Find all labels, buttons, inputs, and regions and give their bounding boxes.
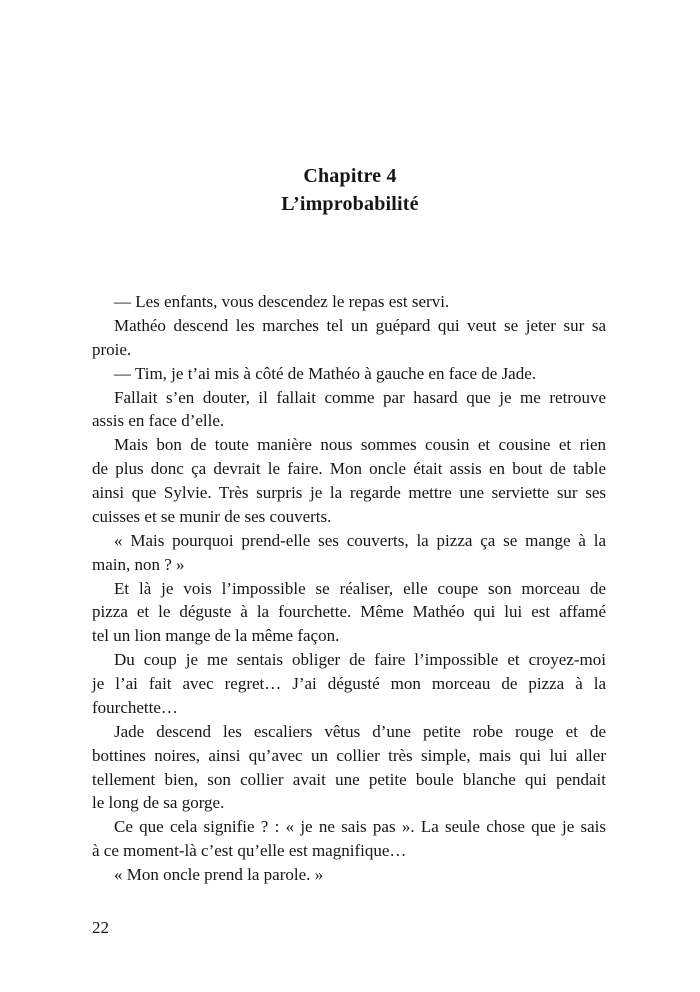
text-line: pizza et le déguste à la fourchette. Même Mathéo qui lui est affamé bbox=[92, 602, 606, 622]
text-line: Ce que cela signifie ? : « je ne sais pas ». La seule chose que je sais bbox=[114, 817, 606, 837]
text-line: fourchette… bbox=[92, 697, 178, 717]
text-line: Fallait s’en douter, il fallait comme par hasard que je me retrouve bbox=[114, 387, 606, 407]
text-line: Jade descend les escaliers vêtus d’une petite robe rouge et de bbox=[114, 721, 606, 741]
text-line: tellement bien, son collier avait une petite boule blanche qui pendait bbox=[92, 769, 606, 789]
page-number: 22 bbox=[92, 918, 109, 937]
paragraph bbox=[92, 433, 606, 529]
paragraph bbox=[92, 290, 606, 314]
text-line: le long de sa gorge. bbox=[92, 793, 225, 813]
text-line: de plus donc ça devrait le faire. Mon oncle était assis en bout de table bbox=[92, 459, 606, 479]
text-line: main, non ? » bbox=[92, 554, 185, 574]
text-line: je l’ai fait avec regret… J’ai dégusté mon morceau de pizza à la bbox=[92, 674, 606, 693]
text-line: Du coup je me sentais obliger de faire l’impossible et croyez-moi bbox=[114, 650, 606, 670]
paragraph bbox=[92, 720, 606, 816]
text-line: tel un lion mange de la même façon. bbox=[92, 626, 340, 646]
text-line: — Les enfants, vous descendez le repas est servi. bbox=[114, 292, 450, 311]
text-line: — Tim, je t’ai mis à côté de Mathéo à gauche en face de Jade. bbox=[114, 363, 537, 383]
paragraph bbox=[92, 529, 606, 577]
text-line: à ce moment-là c’est qu’elle est magnifique… bbox=[92, 841, 407, 861]
paragraph bbox=[92, 815, 606, 863]
paragraph bbox=[92, 648, 606, 720]
text-line: Mais bon de toute manière nous sommes cousin et cousine et rien bbox=[114, 435, 606, 455]
text-line: cuisses et se munir de ses couverts. bbox=[92, 506, 332, 526]
page-body bbox=[92, 290, 606, 887]
text-line: bottines noires, ainsi qu’avec un collier très simple, mais qui lui aller bbox=[92, 745, 606, 765]
paragraph bbox=[92, 577, 606, 649]
text-line: Mathéo descend les marches tel un guépard qui veut se jeter sur sa bbox=[114, 315, 606, 335]
paragraph bbox=[92, 386, 606, 434]
text-line: « Mais pourquoi prend-elle ses couverts, la pizza ça se mange à la bbox=[114, 530, 606, 550]
chapter-number: Chapitre 4 bbox=[303, 165, 397, 187]
paragraph bbox=[92, 362, 606, 386]
paragraph bbox=[92, 314, 606, 362]
chapter-title: L’improbabilité bbox=[281, 193, 419, 215]
paragraph bbox=[92, 863, 606, 887]
chapter-heading bbox=[0, 162, 700, 218]
text-line: Et là je vois l’impossible se réaliser, elle coupe son morceau de bbox=[114, 578, 606, 598]
text-line: assis en face d’elle. bbox=[92, 411, 225, 431]
text-line: ainsi que Sylvie. Très surpris je la regarde mettre une serviette sur ses bbox=[92, 483, 606, 502]
text-line: proie. bbox=[92, 339, 132, 359]
text-line: « Mon oncle prend la parole. » bbox=[114, 865, 324, 884]
